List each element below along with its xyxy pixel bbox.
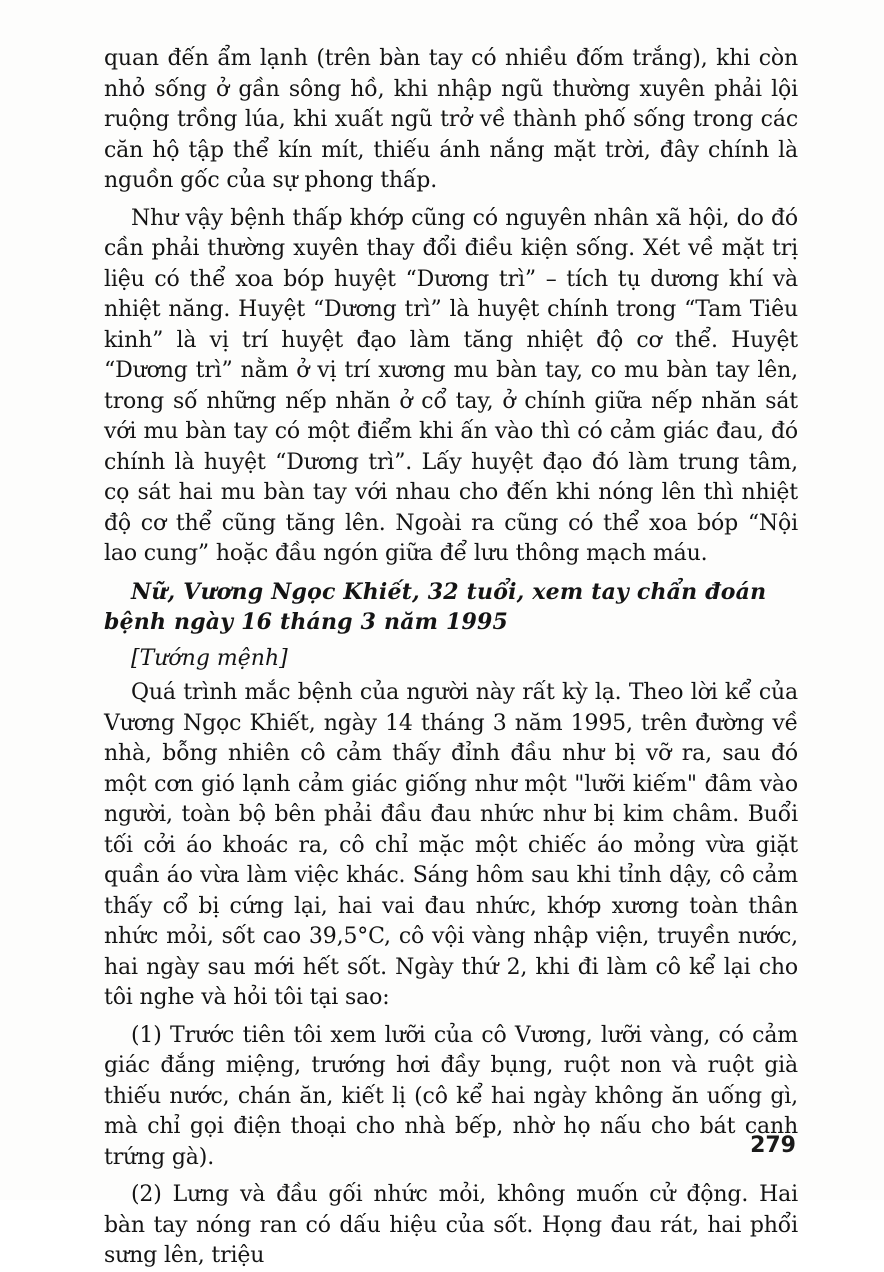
paragraph-treatment: Như vậy bệnh thấp khớp cũng có nguyên nhân xã hội, do đó cần phải thường xuyên thay đổi điều kiện sống. Xét về mặt trị liệu có thể xoa bóp huyệt “Dương trì” – tích tụ dương khí và nhiệt năng. Huyệt “Dương trì” là huyệt chính trong “Tam Tiêu kinh” là vị trí huyệt đạo làm tăng nhiệt độ cơ thể. Huyệt “Dương trì” nằm ở vị trí xương mu bàn tay, co mu bàn tay lên, trong số những nếp nhăn ở cổ tay, ở chính giữa nếp nhăn sát với mu bàn tay có một điểm khi ấn vào thì có cảm giác đau, đó chính là huyệt “Dương trì”. Lấy huyệt đạo đó làm trung tâm, cọ sát hai mu bàn tay với nhau cho đến khi nóng lên thì nhiệt độ cơ thể cũng tăng lên. Ngoài ra cũng có thể xoa bóp “Nội lao cung” hoặc đầu ngón giữa để lưu thông mạch máu.: [104, 205, 798, 566]
section-label: [Tướng mệnh]: [131, 645, 288, 671]
paragraph-continuation: quan đến ẩm lạnh (trên bàn tay có nhiều đốm trắng), khi còn nhỏ sống ở gần sông hồ, khi nhập ngũ thường xuyên phải lội ruộng trồng lúa, khi xuất ngũ trở về thành phố sống trong các căn hộ tập thể kín mít, thiếu ánh nắng mặt trời, đây chính là nguồn gốc của sự phong thấp.: [104, 46, 798, 193]
case-heading: Nữ, Vương Ngọc Khiết, 32 tuổi, xem tay chẩn đoán bệnh ngày 16 tháng 3 năm 1995: [104, 578, 767, 635]
page-body: [104, 44, 798, 1272]
page-number: 279: [750, 1133, 796, 1158]
paragraph-observation-2: (2) Lưng và đầu gối nhức mỏi, không muốn cử động. Hai bàn tay nóng ran có dấu hiệu của sốt. Họng đau rát, hai phổi sưng lên, triệu: [104, 1182, 798, 1268]
paragraph-observation-1: (1) Trước tiên tôi xem lưỡi của cô Vương, lưỡi vàng, có cảm giác đắng miệng, trướng hơi đầy bụng, ruột non và ruột già thiếu nước, chán ăn, kiết lị (cô kể hai ngày không ăn uống gì, mà chỉ gọi điện thoại cho nhà bếp, nhờ họ nấu cho bát canh trứng gà).: [104, 1022, 798, 1170]
paragraph-case-history: Quá trình mắc bệnh của người này rất kỳ lạ. Theo lời kể của Vương Ngọc Khiết, ngày 14 tháng 3 năm 1995, trên đường về nhà, bỗng nhiên cô cảm thấy đỉnh đầu như bị vỡ ra, sau đó một cơn gió lạnh cảm giác giống như một "lưỡi kiếm" đâm vào người, toàn bộ bên phải đầu đau nhức như bị kim châm. Buổi tối cởi áo khoác ra, cô chỉ mặc một chiếc áo mỏng vừa giặt quần áo vừa làm việc khác. Sáng hôm sau khi tỉnh dậy, cô cảm thấy cổ bị cứng lại, hai vai đau nhức, khớp xương toàn thân nhức mỏi, sốt cao 39,5°C, cô vội vàng nhập viện, truyền nước, hai ngày sau mới hết sốt. Ngày thứ 2, khi đi làm cô kể lại cho tôi nghe và hỏi tôi tại sao:: [104, 680, 798, 1010]
